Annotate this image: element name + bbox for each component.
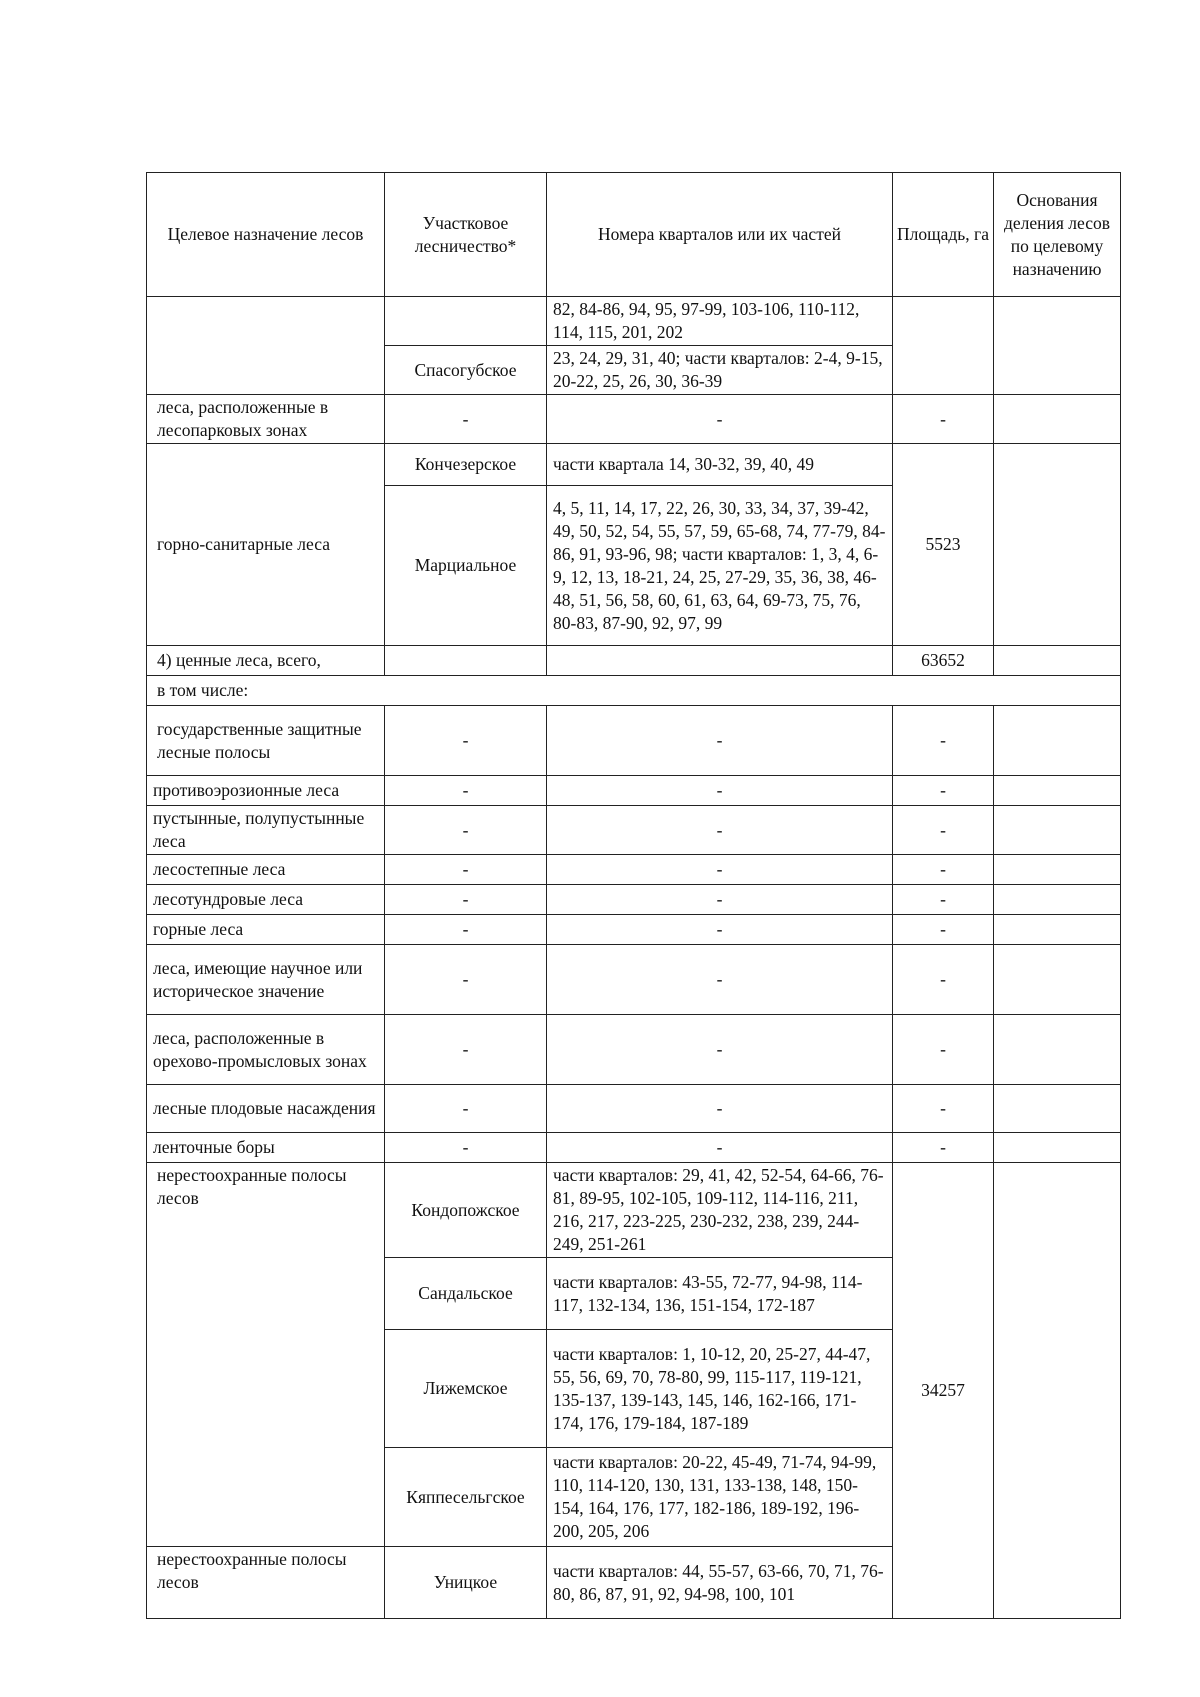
cell-district: -: [385, 1015, 547, 1085]
cell-purpose: государственные защитные лесные полосы: [147, 706, 385, 776]
cell-basis-empty: [994, 395, 1121, 444]
cell-district: -: [385, 776, 547, 806]
header-basis: Основания деления лесов по целевому назначению: [994, 173, 1121, 297]
cell-purpose: горные леса: [147, 915, 385, 945]
cell-purpose: лесотундровые леса: [147, 885, 385, 915]
cell-district: -: [385, 945, 547, 1015]
cell-blocks: части квартала 14, 30-32, 39, 40, 49: [547, 444, 893, 486]
cell-purpose: 4) ценные леса, всего,: [147, 646, 385, 676]
cell-blocks: 23, 24, 29, 31, 40; части кварталов: 2-4, 9-15, 20-22, 25, 26, 30, 36-39: [547, 346, 893, 395]
table-row: [147, 444, 1121, 486]
cell-district-empty: [385, 646, 547, 676]
cell-area: -: [893, 395, 994, 444]
cell-area: 5523: [893, 444, 994, 646]
header-row: [147, 173, 1121, 297]
cell-basis-empty: [994, 806, 1121, 855]
cell-blocks: 4, 5, 11, 14, 17, 22, 26, 30, 33, 34, 37, 39-42, 49, 50, 52, 54, 55, 57, 59, 65-68, 74, 77-79, 84-86, 91, 93-96, 98; части кварталов: 1, 3, 4, 6-9, 12, 13, 18-21, 24, 25, 27-29, 35, 36, 38, 46-48, 51, 56, 58, 60, 61, 63, 64, 69-73, 75, 76, 80-83, 87-90, 92, 97, 99: [547, 486, 893, 646]
cell-purpose: лесные плодовые насаждения: [147, 1085, 385, 1133]
cell-purpose: пустынные, полупустынные леса: [147, 806, 385, 855]
cell-area: -: [893, 806, 994, 855]
cell-purpose: горно-санитарные леса: [147, 444, 385, 646]
cell-district: Уницкое: [385, 1547, 547, 1619]
cell-district: Марциальное: [385, 486, 547, 646]
cell-basis-empty: [994, 706, 1121, 776]
cell-area-empty: [893, 297, 994, 395]
table-row: [147, 806, 1121, 855]
cell-basis-empty: [994, 945, 1121, 1015]
cell-area: -: [893, 945, 994, 1015]
cell-basis-empty: [994, 776, 1121, 806]
table-row: [147, 945, 1121, 1015]
header-area: Площадь, га: [893, 173, 994, 297]
header-blocks: Номера кварталов или их частей: [547, 173, 893, 297]
table-row: [147, 1133, 1121, 1163]
table-row: [147, 395, 1121, 444]
cell-basis-empty: [994, 855, 1121, 885]
header-purpose: Целевое назначение лесов: [147, 173, 385, 297]
cell-blocks: части кварталов: 43-55, 72-77, 94-98, 114-117, 132-134, 136, 151-154, 172-187: [547, 1258, 893, 1330]
cell-basis-empty: [994, 1163, 1121, 1619]
cell-area: 34257: [893, 1163, 994, 1619]
cell-basis-empty: [994, 885, 1121, 915]
cell-blocks-empty: [547, 646, 893, 676]
cell-blocks: -: [547, 1085, 893, 1133]
cell-blocks: -: [547, 945, 893, 1015]
cell-blocks: -: [547, 855, 893, 885]
cell-district: Спасогубское: [385, 346, 547, 395]
cell-district: -: [385, 885, 547, 915]
cell-purpose: нерестоохранные полосы лесов: [147, 1163, 385, 1547]
cell-blocks: части кварталов: 20-22, 45-49, 71-74, 94-99, 110, 114-120, 130, 131, 133-138, 148, 150-154, 164, 176, 177, 182-186, 189-192, 196-200, 205, 206: [547, 1448, 893, 1547]
cell-district: -: [385, 706, 547, 776]
cell-subheading: в том числе:: [147, 676, 1121, 706]
cell-purpose: леса, расположенные в лесопарковых зонах: [147, 395, 385, 444]
cell-district: -: [385, 806, 547, 855]
cell-blocks: -: [547, 706, 893, 776]
cell-area: -: [893, 915, 994, 945]
cell-area: -: [893, 1133, 994, 1163]
cell-purpose-empty: [147, 297, 385, 395]
cell-district: -: [385, 855, 547, 885]
cell-purpose: лесостепные леса: [147, 855, 385, 885]
cell-district: Кяппесельгское: [385, 1448, 547, 1547]
cell-blocks: -: [547, 885, 893, 915]
cell-district: -: [385, 1133, 547, 1163]
cell-basis-empty: [994, 915, 1121, 945]
cell-basis-empty: [994, 646, 1121, 676]
cell-blocks: -: [547, 806, 893, 855]
cell-area: -: [893, 855, 994, 885]
cell-basis-empty: [994, 444, 1121, 646]
cell-blocks: -: [547, 776, 893, 806]
cell-district: -: [385, 1085, 547, 1133]
cell-blocks: части кварталов: 44, 55-57, 63-66, 70, 71, 76-80, 86, 87, 91, 92, 94-98, 100, 101: [547, 1547, 893, 1619]
cell-blocks: части кварталов: 1, 10-12, 20, 25-27, 44-47, 55, 56, 69, 70, 78-80, 99, 115-117, 119-121, 135-137, 139-143, 145, 146, 162-166, 171-174, 176, 179-184, 187-189: [547, 1330, 893, 1448]
cell-district-empty: [385, 297, 547, 346]
cell-blocks: -: [547, 395, 893, 444]
cell-basis-empty: [994, 297, 1121, 395]
cell-blocks: части кварталов: 29, 41, 42, 52-54, 64-66, 76-81, 89-95, 102-105, 109-112, 114-116, 211, 216, 217, 223-225, 230-232, 238, 239, 244-249, 251-261: [547, 1163, 893, 1258]
cell-area: -: [893, 1085, 994, 1133]
table-row: [147, 706, 1121, 776]
table-row: [147, 885, 1121, 915]
table-row: [147, 855, 1121, 885]
table-row: [147, 915, 1121, 945]
cell-blocks: -: [547, 1133, 893, 1163]
cell-purpose: нерестоохранные полосы лесов: [147, 1547, 385, 1619]
cell-purpose: леса, имеющие научное или историческое значение: [147, 945, 385, 1015]
cell-purpose: леса, расположенные в орехово-промысловых зонах: [147, 1015, 385, 1085]
cell-basis-empty: [994, 1133, 1121, 1163]
table-row: [147, 1085, 1121, 1133]
table-row: [147, 1015, 1121, 1085]
table-row: [147, 676, 1121, 706]
cell-purpose: противоэрозионные леса: [147, 776, 385, 806]
cell-district: Кончезерское: [385, 444, 547, 486]
cell-basis-empty: [994, 1085, 1121, 1133]
forest-purpose-table: [146, 172, 1121, 1619]
cell-area: -: [893, 776, 994, 806]
cell-district: Сандальское: [385, 1258, 547, 1330]
cell-district: -: [385, 915, 547, 945]
table-row: [147, 1163, 1121, 1258]
cell-area: 63652: [893, 646, 994, 676]
cell-blocks: 82, 84-86, 94, 95, 97-99, 103-106, 110-112, 114, 115, 201, 202: [547, 297, 893, 346]
cell-blocks: -: [547, 1015, 893, 1085]
cell-district: -: [385, 395, 547, 444]
cell-district: Лижемское: [385, 1330, 547, 1448]
table-row: [147, 646, 1121, 676]
cell-area: -: [893, 885, 994, 915]
cell-area: -: [893, 1015, 994, 1085]
cell-district: Кондопожское: [385, 1163, 547, 1258]
table-row: [147, 297, 1121, 346]
cell-blocks: -: [547, 915, 893, 945]
cell-area: -: [893, 706, 994, 776]
table-row: [147, 776, 1121, 806]
header-district: Участковое лесничество*: [385, 173, 547, 297]
cell-basis-empty: [994, 1015, 1121, 1085]
cell-purpose: ленточные боры: [147, 1133, 385, 1163]
